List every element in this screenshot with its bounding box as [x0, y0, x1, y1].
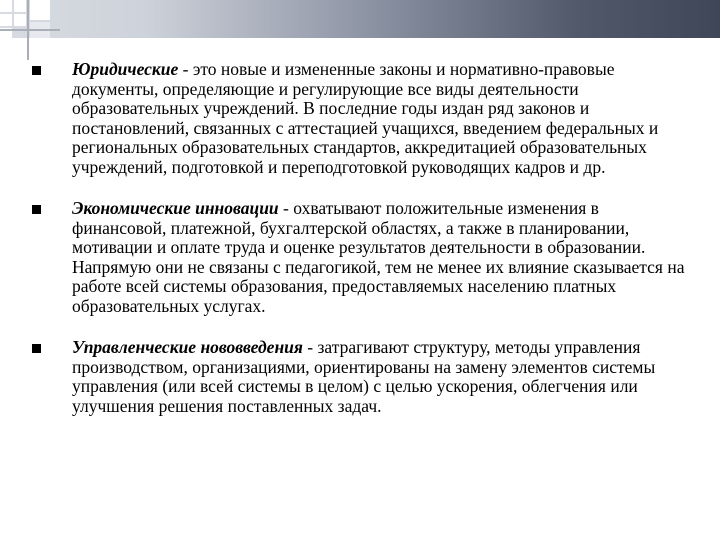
list-item: [32, 60, 692, 177]
item-term: Управленческие нововведения: [72, 337, 303, 357]
item-text: - это новые и измененные законы и нормативно-правовые документы, определяющие и регулирующие все виды деятельности образовательных учреждений. В последние годы издан ряд законов и постановлений, связанных с аттестацией учащихся, введением федеральных и региональных образовательных стандартов, аккредитацией образовательных учреждений, подготовкой и переподготовкой руководящих кадров и др.: [72, 59, 659, 177]
list-item: [32, 338, 692, 416]
item-term: Экономические инновации: [72, 198, 279, 218]
decor-horizontal-line: [0, 29, 60, 31]
corner-square: [14, 0, 26, 12]
item-text: - затрагивают структуру, методы управления производством, организациями, ориентированы на замену элементов системы управления (или всей системы в целом) с целью ускорения, облегчения или улучшения решения поставленных задач.: [72, 337, 656, 416]
corner-square: [14, 14, 26, 26]
square-bullet-icon: [32, 205, 41, 214]
corner-square: [0, 0, 12, 12]
item-text: - охватывают положительные изменения в финансовой, платежной, бухгалтерской областях, а также в планировании, мотивации и оплате труда и оценке результатов деятельности в образовании. Напрямую они не связаны с педагогикой, тем не менее их влияние сказывается на работе всей системы образования, предоставляемых населению платных образовательных услугах.: [72, 198, 685, 316]
corner-square: [30, 0, 50, 20]
slide-content: [32, 60, 692, 438]
square-bullet-icon: [32, 344, 41, 353]
header-band: [0, 0, 720, 38]
list-item: [32, 199, 692, 316]
square-bullet-icon: [32, 66, 41, 75]
corner-square: [0, 14, 12, 26]
item-term: Юридические: [72, 59, 179, 79]
